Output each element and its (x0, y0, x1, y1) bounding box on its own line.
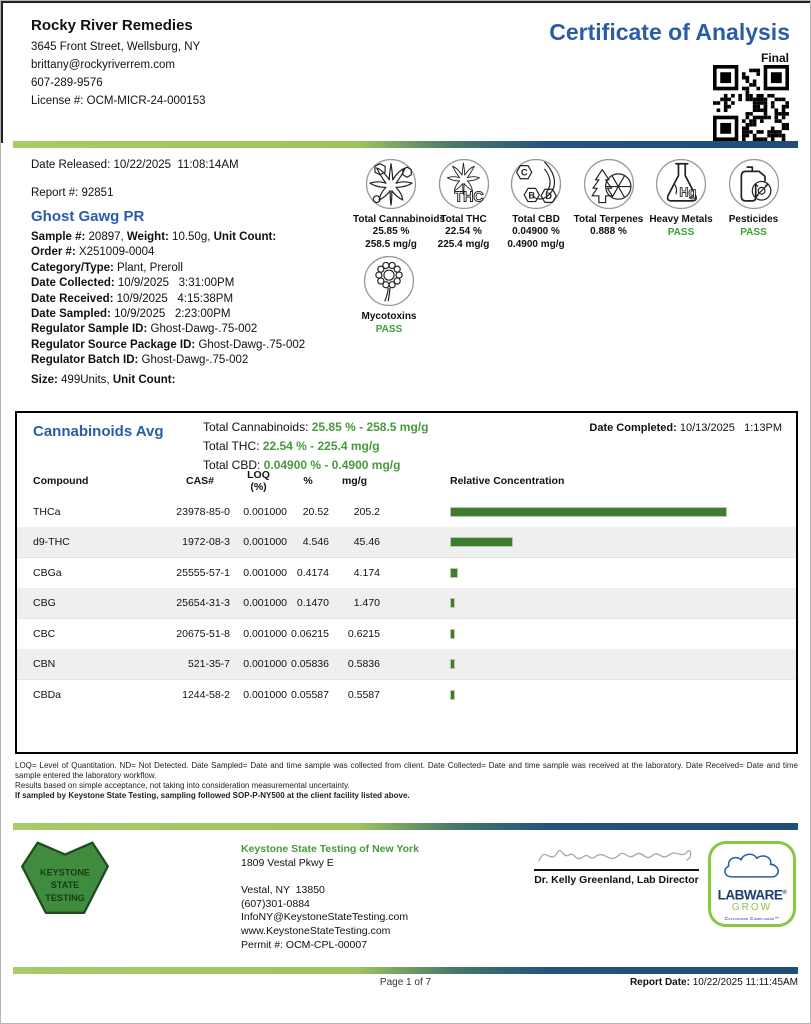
page-left-edge (1, 1, 3, 143)
signature-caption: Dr. Kelly Greenland, Lab Director (534, 874, 699, 886)
signature (531, 839, 701, 869)
footnote: Results based on simple acceptance, not taking into consideration measuremental uncertainty. (15, 780, 350, 790)
col-compound: Compound (33, 475, 89, 487)
divider-bar-top (13, 141, 798, 148)
client-email: brittany@rockyriverrem.com (31, 59, 175, 71)
mycotoxins-label: Mycotoxins (361, 311, 417, 322)
relative-concentration-bar (450, 568, 458, 578)
col-loq: LOQ (%) (247, 469, 270, 493)
summary-pass: PASS (667, 227, 695, 238)
report-status: Final (760, 51, 789, 65)
panel-total-line: Total CBD: 0.04900 % - 0.4900 mg/g (203, 458, 401, 472)
cannabinoid-row-d9-THC: d9-THC 1972-08-3 0.001000 4.546 45.46 (17, 527, 796, 558)
labware-tagline: Cultivating Compliance™ (724, 915, 780, 921)
footer-report-date (630, 977, 798, 988)
client-license: License #: OCM-MICR-24-000153 (31, 95, 206, 107)
thc-icon (437, 157, 491, 211)
summary-value: 25.85 % (372, 226, 410, 237)
cannabinoid-row-CBDa: CBDa 1244-58-2 0.001000 0.05587 0.5587 (17, 680, 796, 710)
panel-title: Cannabinoids Avg (33, 423, 164, 440)
summary-label: Total CBD (512, 214, 560, 225)
relative-concentration-bar (450, 598, 455, 608)
cannabinoid-row-CBG: CBG 25654-31-3 0.001000 0.1470 1.470 (17, 588, 796, 619)
date-completed-label: Date Completed: (589, 422, 677, 434)
page-top-edge (1, 1, 810, 3)
panel-totals (203, 418, 428, 475)
divider-bar-middle (13, 823, 798, 830)
summary-label: Pesticides (728, 214, 779, 225)
date-released: Date Released: 10/22/2025 11:08:14AM (31, 159, 239, 171)
footer-report-date-value: 10/22/2025 11:11:45AM (689, 977, 798, 988)
cloud-icon (721, 850, 783, 882)
panel-total-line: Total Cannabinoids: 25.85 % - 258.5 mg/g (203, 420, 429, 434)
pesticides-icon (727, 157, 781, 211)
terpenes-icon (582, 157, 636, 211)
summary-mycotoxins (351, 254, 427, 335)
table-header (17, 469, 796, 493)
client-phone: 607-289-9576 (31, 77, 103, 89)
footer-report-date-label: Report Date: (629, 977, 690, 988)
keystone-logo (19, 839, 111, 921)
relative-concentration-bar (450, 690, 455, 700)
sample-name: Ghost Gawg PR (31, 208, 145, 225)
client-name: Rocky River Remedies (31, 17, 193, 34)
summary-label: Total Terpenes (573, 214, 644, 225)
sample-size: Size: 499Units, Unit Count: (31, 374, 176, 386)
qr-code (713, 65, 789, 141)
col-cas: CAS# (185, 475, 214, 487)
col-mgg: mg/g (341, 475, 368, 487)
signature-line (534, 869, 699, 871)
lab-name: Keystone State Testing of New York (241, 843, 419, 855)
date-completed-value: 10/13/2025 1:13PM (676, 422, 782, 434)
cannabinoids-table-body (17, 497, 796, 710)
summary-terpenes (571, 157, 647, 238)
summary-label: Heavy Metals (649, 214, 713, 225)
labware-wordmark: LABWARE® (717, 887, 787, 903)
report-number: Report #: 92851 (31, 187, 114, 199)
page-number: Page 1 of 7 (379, 977, 432, 988)
summary-pesticides (716, 157, 792, 238)
date-completed (589, 422, 782, 434)
keystone-logo-text-2: STATE (50, 880, 80, 891)
labware-grow-logo (708, 841, 796, 927)
cbd-icon (509, 157, 563, 211)
cannabinoid-row-CBC: CBC 20675-51-8 0.001000 0.06215 0.6215 (17, 619, 796, 649)
relative-concentration-bar (450, 629, 455, 639)
summary-label: Total Cannabinoids (353, 214, 446, 225)
summary-value: 0.888 % (590, 226, 627, 237)
lab-contact-block: 1809 Vestal Pkwy E Vestal, NY 13850 (607)301-0884 InfoNY@KeystoneStateTesting.com www.KeystoneStateTesting.com Permit #: OCM-CPL-00007 (241, 857, 409, 951)
summary-value: 258.5 mg/g (365, 239, 417, 250)
keystone-logo-text-3: TESTING (45, 892, 85, 903)
mycotoxins-result: PASS (375, 324, 403, 335)
summary-value: 22.54 % (445, 226, 482, 237)
sample-details: Sample #: 20897, Weight: 10.50g, Unit Count: Order #: X251009-0004 Category/Type: Plant, Preroll Date Collected: 10/9/2025 3:31:00PM Date Received: 10/9/2025 4:15:38PM Date Sampled: 10/9/2025 2:23:00PM Regulator Sample ID: Ghost-Dawg-.75-002 Regulator Source Package ID: Ghost-Dawg-.75-002 Regulator Batch ID: Ghost-Dawg-.75-002 (31, 231, 306, 367)
summary-value: 0.04900 % (512, 226, 560, 237)
cannabinoids-icon (364, 157, 418, 211)
footnote: If sampled by Keystone State Testing, sampling followed SOP-P-NY500 at the client facility listed above. (15, 791, 410, 801)
labware-grow-text: GROW (731, 901, 773, 913)
col-percent: % (303, 475, 313, 487)
client-address: 3645 Front Street, Wellsburg, NY (31, 41, 201, 53)
cannabinoid-row-CBN: CBN 521-35-7 0.001000 0.05836 0.5836 (17, 649, 796, 680)
cannabinoid-row-CBGa: CBGa 25555-57-1 0.001000 0.4174 4.174 (17, 558, 796, 588)
summary-pass: PASS (740, 227, 767, 238)
summary-value: 0.4900 mg/g (507, 239, 565, 250)
cannabinoids-panel (15, 411, 798, 754)
relative-concentration-bar (450, 507, 727, 517)
footnote: LOQ= Level of Quantitation. ND= Not Detected. Date Sampled= Date and time sample was collected from client. Date Collected= Date and time sample was received at the laboratory. Date Received= Date and time sample entered the laboratory workflow. (15, 761, 798, 780)
panel-total-line: Total THC: 22.54 % - 225.4 mg/g (203, 439, 380, 453)
relative-concentration-bar (450, 659, 455, 669)
divider-bar-bottom (13, 967, 798, 974)
keystone-logo-text-1: KEYSTONE (40, 867, 90, 878)
col-relative-concentration: Relative Concentration (450, 475, 565, 487)
cannabinoid-row-THCa: THCa 23978-85-0 0.001000 20.52 205.2 (17, 497, 796, 527)
summary-label: Total THC (440, 214, 487, 225)
heavy-metals-icon (654, 157, 708, 211)
summary-thc (426, 157, 502, 251)
document-title: Certificate of Analysis (549, 19, 790, 45)
footnotes (15, 761, 798, 801)
summary-cannabinoids (353, 157, 446, 251)
summary-heavy-metals (643, 157, 719, 238)
summary-value: 225.4 mg/g (437, 239, 490, 250)
relative-concentration-bar (450, 537, 513, 547)
summary-cbd (498, 157, 574, 251)
client-info-block (31, 17, 206, 110)
mycotoxins-icon (362, 254, 416, 308)
